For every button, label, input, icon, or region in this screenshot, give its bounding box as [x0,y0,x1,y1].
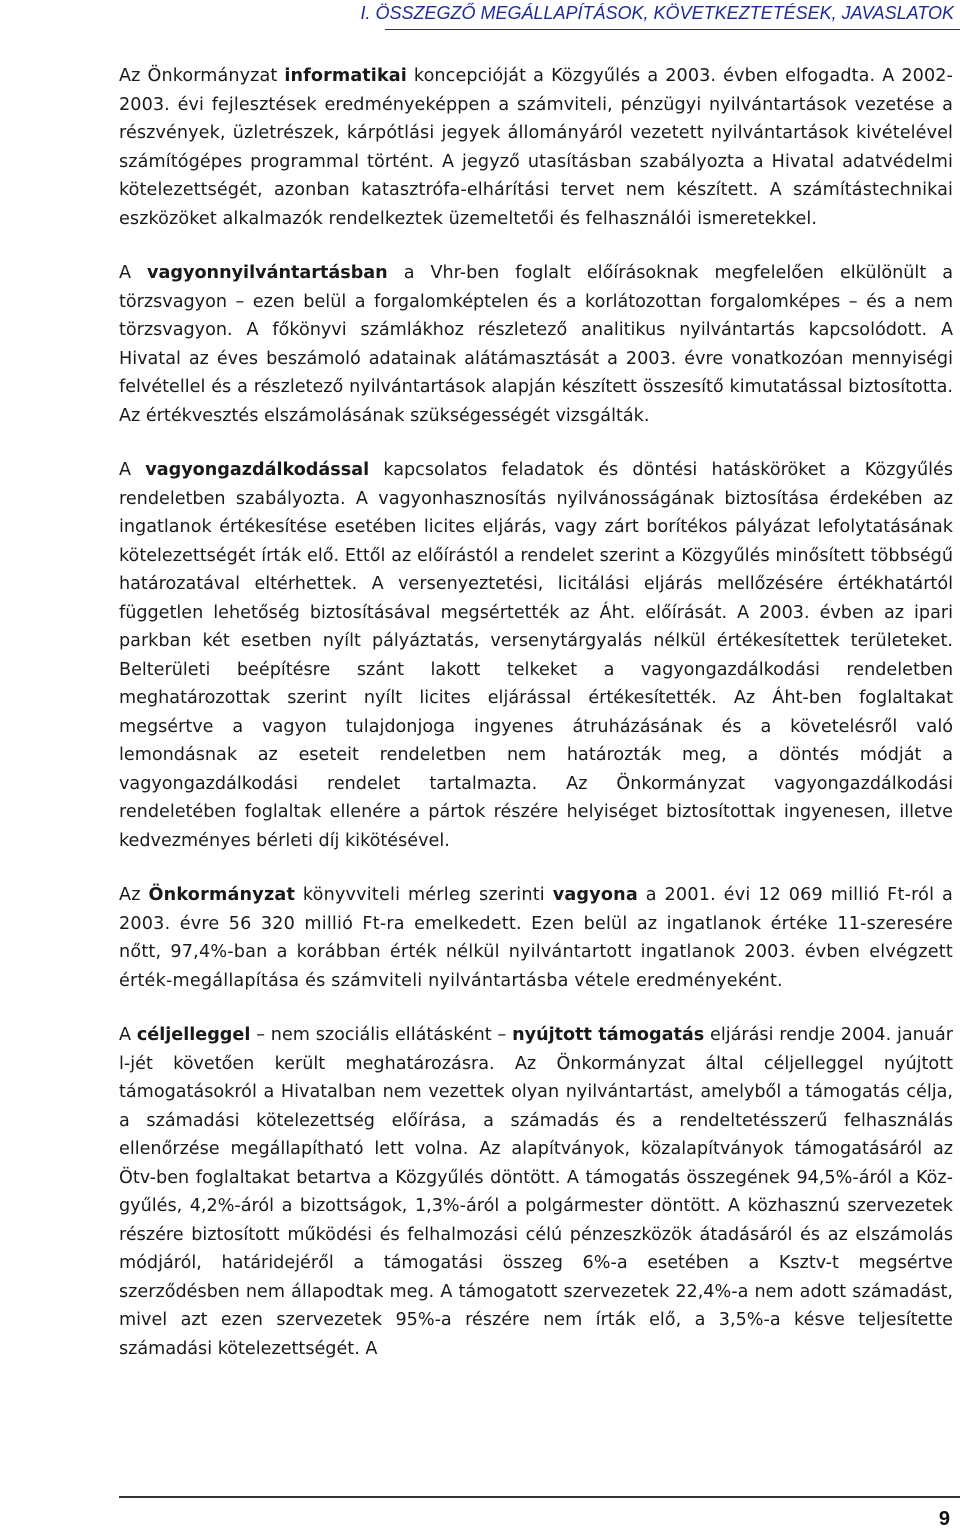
page-number: 9 [938,1508,950,1530]
paragraph-informatics [119,62,953,233]
bold-term-informatikai: informatikai [284,66,407,86]
text-run: Az [119,885,149,905]
bold-term-vagyongazdalkodas: vagyongazdálkodással [145,460,370,480]
text-run: a Vhr-ben foglalt előírásoknak megfelelően elkülönült a törzsvagyon – ezen belül a forgalomképtelen és a korlátozottan forgalomképes – és a nem törzsvagyon. A főkönyvi számlákhoz részletező analitikus nyilvántartás kapcsolódott. A Hivatal az éves beszámoló adatainak alátámasztását a 2003. évre vonatkozóan mennyiségi felvétellel és a részletező nyilvántartások alapján készített összesítő kimutatással biztosította. Az értékvesztés elszámolásának szükségességét vizsgálták. [119,263,953,426]
text-run: eljárási rendje 2004. január l-jét követően került meghatározásra. Az Önkormányzat által céljelleggel nyújtott támogatásokról a Hivatalban nem vezettek olyan nyilvántartást, amelyből a támogatás célja, a számadási kötelezettség előírása, a számadás és a rendeltetésszerű felhasználás ellenőrzése megállapítható lett volna. Az alapítványok, közalapítványok támogatásáról az Ötv-ben foglaltakat betartva a Közgyűlés döntött. A támogatás összegének 94,5%-áról a Közgyűlés, 4,2%-áról a bizottságok, 1,3%-áról a polgármester döntött. A közhasznú szervezetek részére biztosított működési és felhalmozási célú pénzeszközök átadásáról és az elszámolás módjáról, határidejéről a támogatási összeg 6%-a esetében a Ksztv-t megsértve szerződésben nem állapodtak meg. A támogatott szervezetek 22,4%-a nem adott számadást, mivel azt ezen szervezetek 95%-a részére nem írták elő, a 3,5%-a késve teljesítette számadási kötelezettségét. A [119,1025,953,1359]
page-header [0,0,960,34]
document-body [119,62,953,1389]
text-run: koncepcióját a Közgyűlés a 2003. évben elfogadta. A 2002-2003. évi fejlesztések eredményeképpen a számviteli, pénzügyi nyilvántartások vezetése a részvények, üzletrészek, kárpótlási jegyek állományáról vezetett nyilvántartások kivételével számítógépes programmal történt. A jegyző utasításban szabályozta a Hivatal adatvédelmi kötelezettségét, azonban katasztrófa-elhárítási tervet nem készített. A számítástechnikai eszközöket alkalmazók rendelkeztek üzemeltetői és felhasználói ismeretekkel. [119,66,954,229]
text-run: A [119,263,148,283]
text-run: A [119,1025,137,1045]
paragraph-municipal-assets [119,881,953,995]
text-run: könyvviteli mérleg szerinti [295,885,553,905]
text-run: Az Önkormányzat [119,66,285,86]
text-run: A [119,460,146,480]
text-run: kapcsolatos feladatok és döntési hatásköröket a Közgyűlés rendeletben szabályozta. A vagyonhasznosítás nyilvánosságának biztosítása érdekében az ingatlanok értékesítése esetében licites eljárás, vagy zárt borítékos pályázat lefolytatásának kötelezettségét írták elő. Ettől az előírástól a rendelet szerint a Közgyűlés minősített többségű határozatával eltérhettek. A versenyeztetési, licitálási eljárás mellőzésére értékhatártól független lehetőség biztosításával megsértették az Áht. előírását. A 2003. évben az ipari parkban két esetben nyílt pályáztatás, versenytárgyalás nélkül értékesítettek területeket. Belterületi beépítésre szánt lakott telkeket a vagyongazdálkodási rendeletben meghatározottak szerint nyílt licites eljárással értékesítették. Az Áht-ben foglaltakat megsértve a vagyon tulajdonjoga ingyenes átruházásának és a követelésről való lemondásnak az eseteit rendeletben nem határozták meg, a döntés módját a vagyongazdálkodási rendelet tartalmazta. Az Önkormányzat vagyongazdálkodási rendeletében foglaltak ellenére a pártok részére helyiséget biztosítottak ingyenesen, illetve kedvezményes bérleti díj kikötésével. [119,460,953,851]
text-run: – nem szociális ellátásként – [250,1025,513,1045]
bold-term-nyujtott-tamogatas: nyújtott támogatás [512,1025,705,1045]
chapter-title: I. ÖSSZEGZŐ MEGÁLLAPÍTÁSOK, KÖVETKEZTETÉSEK, JAVASLATOK [360,3,954,23]
text-run: a 2001. évi 12 069 millió Ft-ról a 2003. évre 56 320 millió Ft-ra emelkedett. Ezen belül az ingatlanok értéke 11-szeresére nőtt, 97,4%-ban a korábban érték nélkül nyilvántartott ingatlanok 2003. évben elvégzett érték-megállapítása és számviteli nyilvántartásba vétele eredményeként. [119,885,954,991]
paragraph-asset-management [119,456,953,855]
header-divider [385,29,960,30]
bold-term-celjelleggel: céljelleggel [136,1025,251,1045]
bold-term-onkormanyzat: Önkormányzat [148,885,296,905]
bold-term-vagyonnyilvantartas: vagyonnyilvántartásban [147,263,388,283]
paragraph-earmarked-support [119,1021,953,1363]
paragraph-asset-register [119,259,953,430]
footer-divider [119,1496,960,1498]
bold-term-vagyona: vagyona [552,885,638,905]
